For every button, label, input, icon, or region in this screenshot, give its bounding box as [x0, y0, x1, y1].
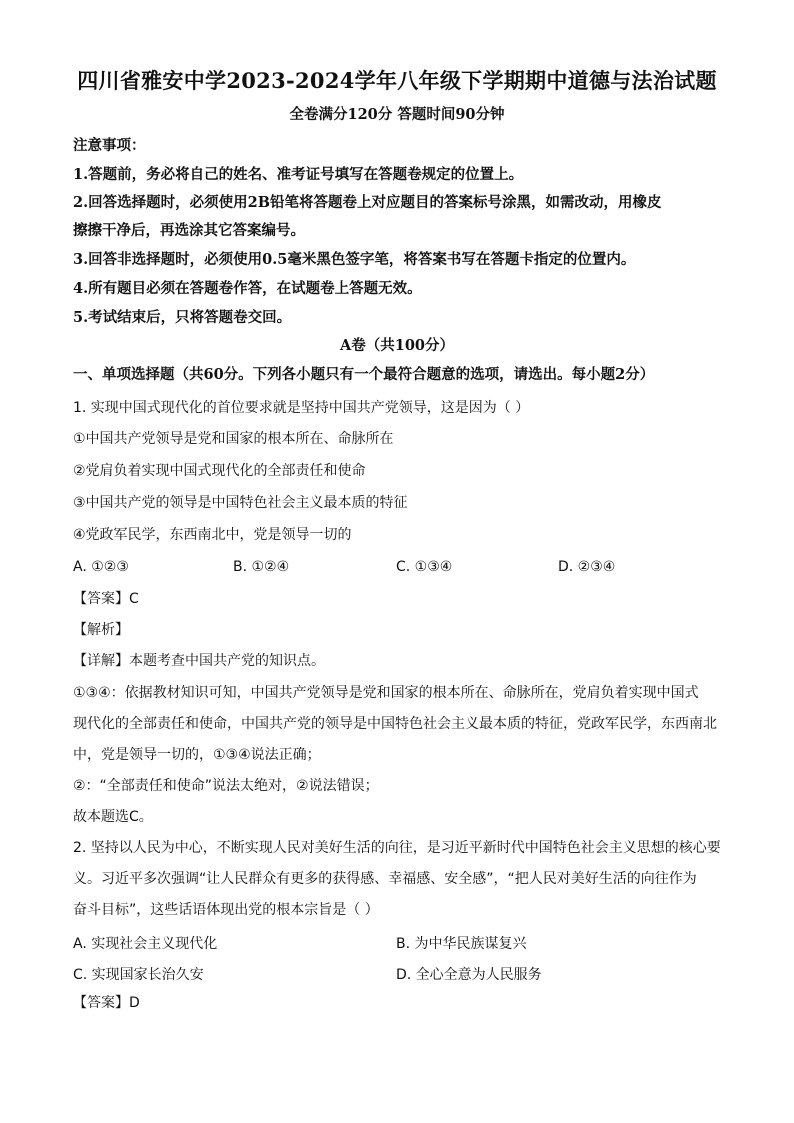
notice-heading: 注意事项： [73, 137, 146, 154]
answer-label: 【答案】C [73, 591, 139, 607]
detail-line: 【详解】本题考查中国共产党的知识点。 [73, 653, 325, 669]
option-d: D. 全心全意为人民服务 [396, 967, 542, 983]
notice-item: 3.回答非选择题时，必须使用0.5毫米黑色签字笔，将答案书写在答题卡指定的位置内。 [73, 251, 636, 268]
question-stem: 2. 坚持以人民为中心，不断实现人民对美好生活的向往，是习近平新时代中国特色社会主义思想的核心要 [73, 840, 721, 856]
option-b: B. 为中华民族谋复兴 [396, 936, 527, 952]
option-d: D. ②③④ [558, 559, 616, 575]
statement: ③中国共产党的领导是中国特色社会主义最本质的特征 [73, 495, 408, 511]
question-stem: 义。习近平多次强调“让人民群众有更多的获得感、幸福感、安全感”，“把人民对美好生活的向往作为 [73, 871, 697, 887]
option-a: A. 实现社会主义现代化 [73, 936, 218, 952]
analysis-label: 【解析】 [73, 622, 129, 638]
detail-line: ①③④：依据教材知识可知，中国共产党领导是党和国家的根本所在、命脉所在，党肩负着实现中国式 [73, 685, 699, 701]
detail-line: 中，党是领导一切的，①③④说法正确； [73, 747, 321, 763]
section-title: A卷（共100分） [339, 337, 455, 354]
option-a: A. ①②③ [73, 559, 129, 575]
question-stem: 1. 实现中国式现代化的首位要求就是坚持中国共产党领导，这是因为（ ） [73, 400, 530, 416]
statement: ④党政军民学，东西南北中，党是领导一切的 [73, 527, 352, 543]
notice-item: 5.考试结束后，只将答题卷交回。 [73, 309, 292, 326]
part-heading: 一、单项选择题（共60分。下列各小题只有一个最符合题意的选项，请选出。每小题2分） [73, 366, 655, 383]
notice-item: 1.答题前，务必将自己的姓名、准考证号填写在答题卷规定的位置上。 [73, 166, 524, 183]
detail-line: 现代化的全部责任和使命，中国共产党的领导是中国特色社会主义最本质的特征，党政军民学，东西南北 [73, 716, 717, 732]
notice-item: 擦擦干净后，再选涂其它答案编号。 [73, 222, 305, 239]
option-c: C. ①③④ [396, 559, 453, 575]
detail-line: ②：“全部责任和使命”说法太绝对，②说法错误； [73, 778, 379, 794]
notice-item: 4.所有题目必须在答题卷作答，在试题卷上答题无效。 [73, 280, 422, 297]
exam-info: 全卷满分120分 答题时间90分钟 [289, 106, 505, 123]
option-b: B. ①②④ [233, 559, 290, 575]
statement: ①中国共产党领导是党和国家的根本所在、命脉所在 [73, 431, 394, 447]
option-c: C. 实现国家长治久安 [73, 967, 204, 983]
notice-item: 2.回答选择题时，必须使用2B铅笔将答题卷上对应题目的答案标号涂黑，如需改动，用橡皮 [73, 194, 662, 211]
detail-line: 故本题选C。 [73, 809, 153, 825]
answer-label: 【答案】D [73, 995, 140, 1011]
statement: ②党肩负着实现中国式现代化的全部责任和使命 [73, 463, 366, 479]
page-title: 四川省雅安中学2023-2024学年八年级下学期期中道德与法治试题 [77, 68, 717, 93]
question-stem: 奋斗目标”，这些话语体现出党的根本宗旨是（ ） [73, 902, 379, 918]
